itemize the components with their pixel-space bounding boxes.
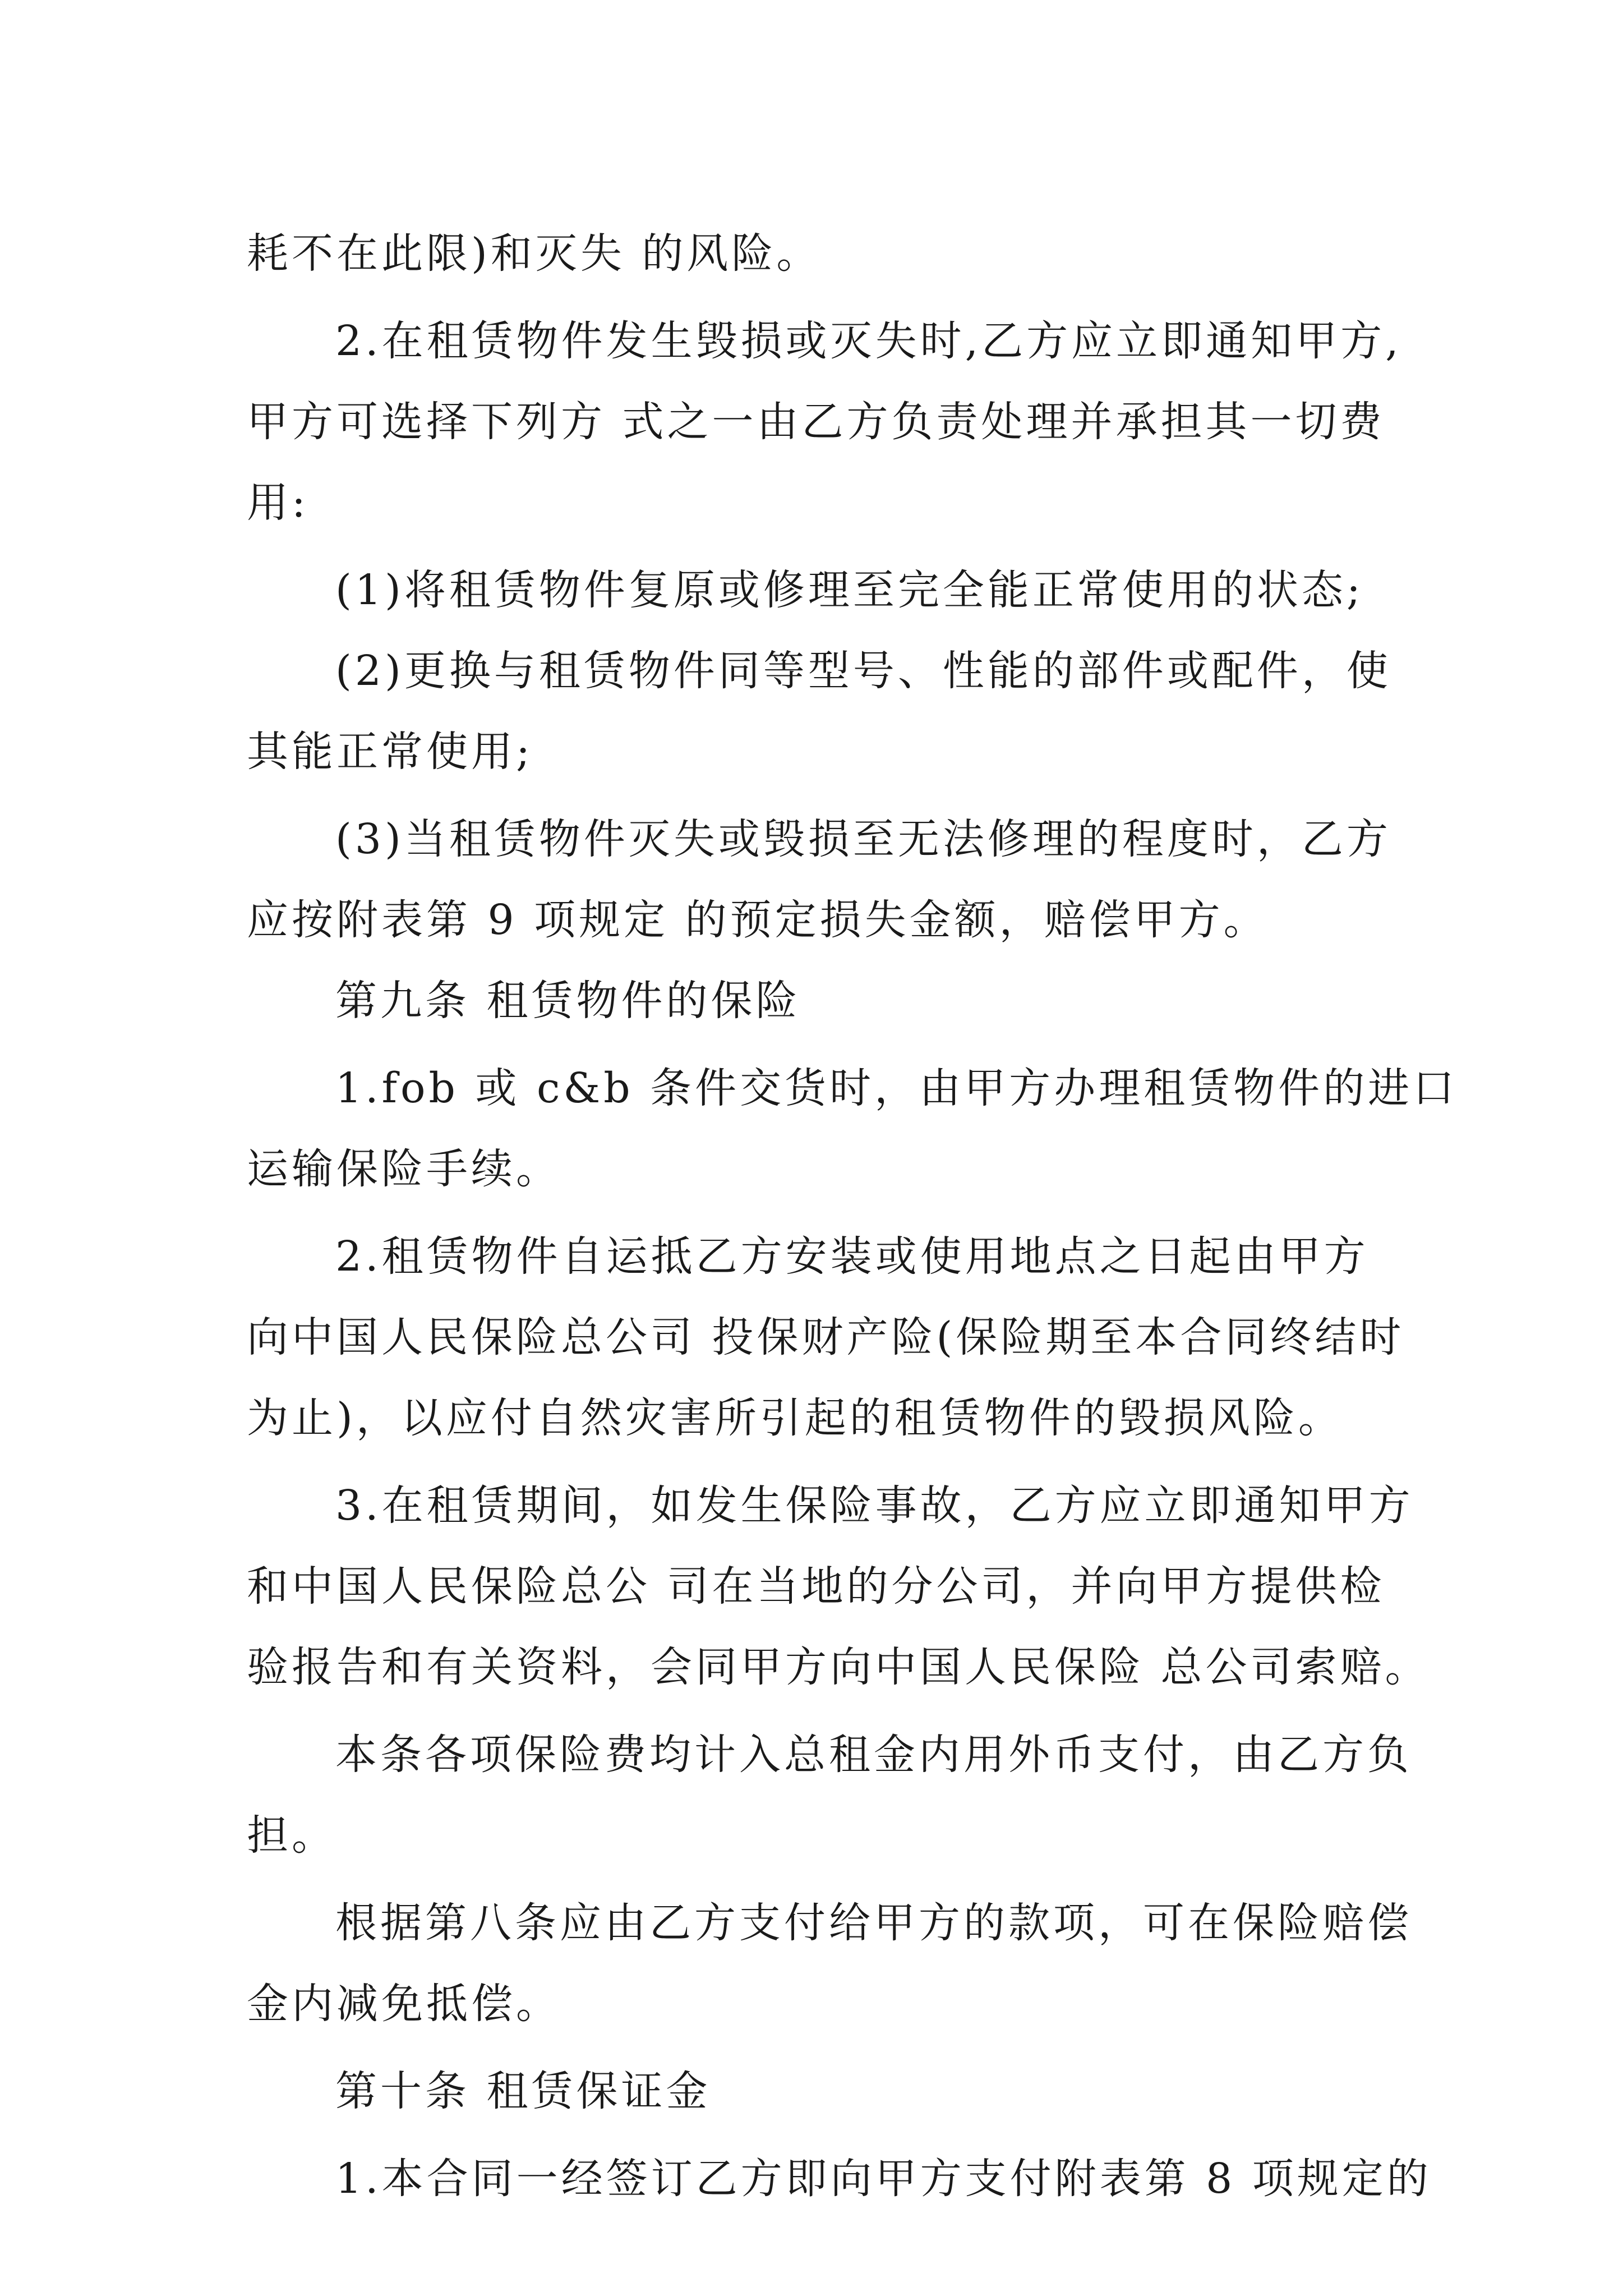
section-heading: 第九条 租赁物件的保险 <box>335 977 801 1025</box>
text-line: 运输保险手续。 <box>247 1145 561 1193</box>
text-line: 和中国人民保险总公 司在当地的分公司，并向甲方提供检 <box>247 1562 1385 1611</box>
text-line: 应按附表第 9 项规定 的预定损失金额，赔偿甲方。 <box>247 896 1269 944</box>
list-item-text: (1)将租赁物件复原或修理至完全能正常使用的状态; <box>335 566 1364 614</box>
text-line: 本条各项保险费均计入总租金内用外币支付，由乙方负 <box>335 1731 1412 1779</box>
list-item-text: (2)更换与租赁物件同等型号、性能的部件或配件，使 <box>335 647 1391 695</box>
document-body <box>247 213 1458 2219</box>
text-line: 1.本合同一经签订乙方即向甲方支付附表第 8 项规定的 <box>335 2155 1432 2203</box>
text-line: 为止)，以应付自然灾害所引起的租赁物件的毁损风险。 <box>247 1394 1343 1442</box>
text-line: 根据第八条应由乙方支付给甲方的款项，可在保险赔偿 <box>335 1899 1412 1947</box>
text-line: 2.在租赁物件发生毁损或灭失时,乙方应立即通知甲方, <box>335 317 1402 365</box>
text-line: 甲方可选择下列方 式之一由乙方负责处理并承担其一切费 <box>247 398 1385 446</box>
text-line: 金内减免抵偿。 <box>247 1980 561 2028</box>
text-line: 其能正常使用; <box>247 728 533 776</box>
text-line: 1.fob 或 c&b 条件交货时，由甲方办理租赁物件的进口 <box>335 1064 1458 1112</box>
list-item-text: (3)当租赁物件灭失或毁损至无法修理的程度时，乙方 <box>335 815 1391 863</box>
text-line: 用: <box>247 478 309 527</box>
text-line: 2.租赁物件自运抵乙方安装或使用地点之日起由甲方 <box>335 1232 1369 1281</box>
text-line: 向中国人民保险总公司 投保财产险(保险期至本合同终结时 <box>247 1313 1405 1361</box>
text-line: 担。 <box>247 1811 336 1860</box>
text-line: 3.在租赁期间，如发生保险事故，乙方应立即通知甲方 <box>335 1481 1414 1530</box>
section-heading: 第十条 租赁保证金 <box>335 2067 711 2115</box>
text-line: 耗不在此限)和灭失 的风险。 <box>247 229 822 278</box>
text-line: 验报告和有关资料，会同甲方向中国人民保险 总公司索赔。 <box>247 1643 1430 1691</box>
